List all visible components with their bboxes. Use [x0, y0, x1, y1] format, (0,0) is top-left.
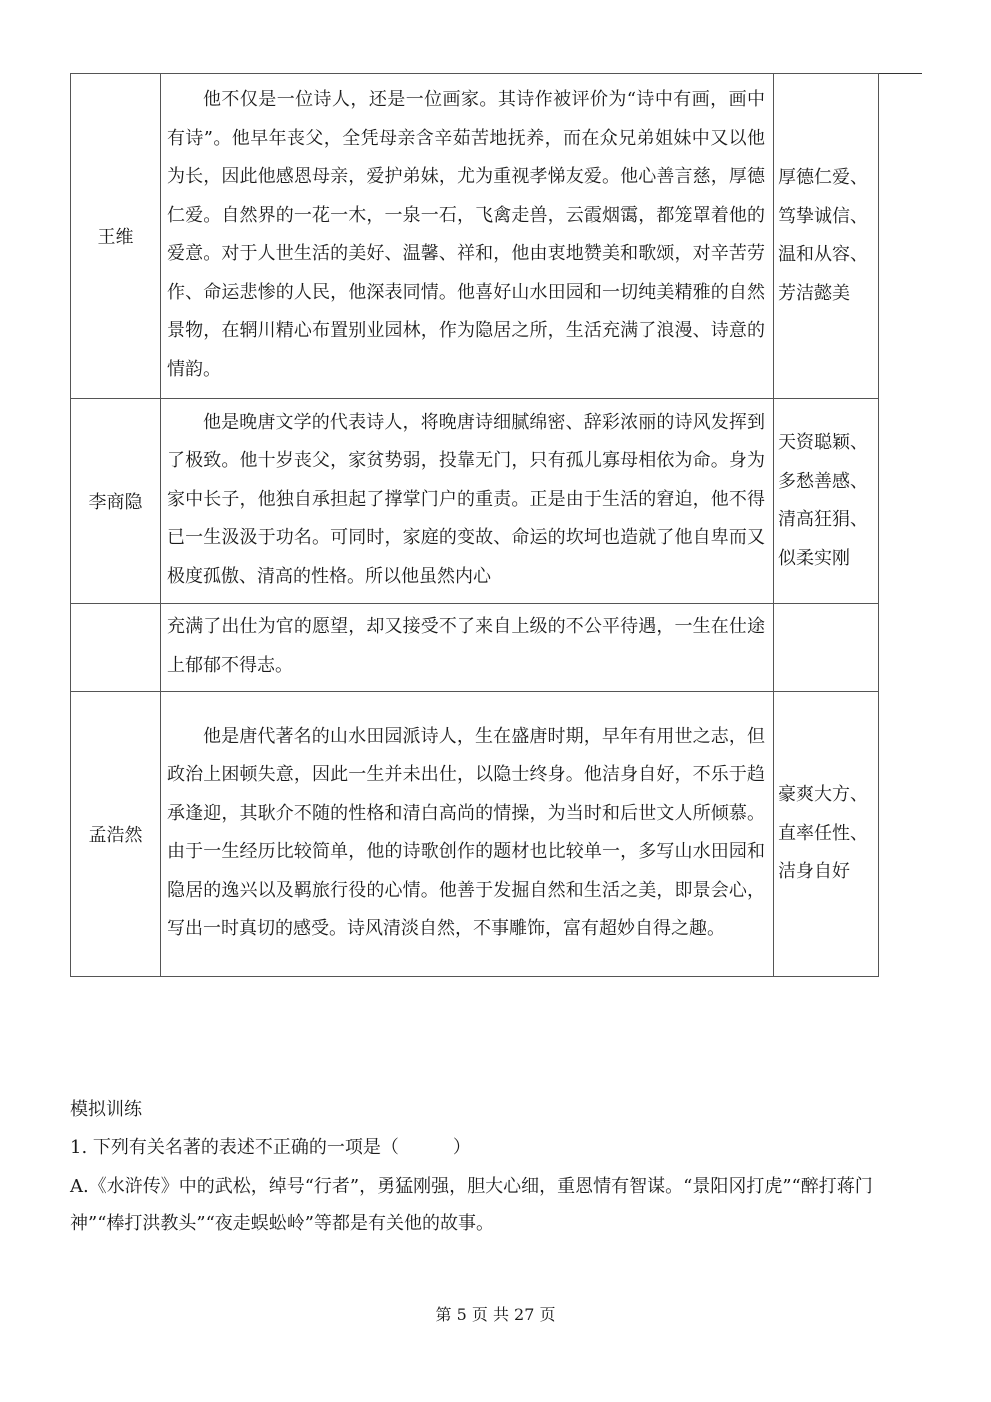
poet-description [161, 399, 774, 604]
poet-traits: 厚德仁爱、笃挚诚信、温和从容、芳洁懿美 [774, 74, 879, 399]
poet-name: 李商隐 [71, 399, 161, 604]
table-row [71, 604, 879, 692]
section-title: 模拟训练 [70, 1099, 142, 1120]
poet-description-text: 充满了出仕为官的愿望，却又接受不了来自上级的不公平待遇，一生在仕途上郁郁不得志。 [167, 616, 765, 676]
poet-description [161, 604, 774, 692]
poet-traits: 豪爽大方、直率任性、洁身自好 [774, 692, 879, 977]
table-row [71, 74, 879, 399]
poet-traits [774, 604, 879, 692]
table-row [71, 399, 879, 604]
poet-name: 王维 [71, 74, 161, 399]
poet-description-text: 他是晚唐文学的代表诗人，将晚唐诗细腻绵密、辞彩浓丽的诗风发挥到了极致。他十岁丧父，家贫势弱，投靠无门，只有孤儿寡母相依为命。身为家中长子，他独自承担起了撑掌门户的重责。正是由于生活的窘迫，他不得已一生汲汲于功名。可同时，家庭的变故、命运的坎坷也造就了他自卑而又极度孤傲、清高的性格。所以他虽然内心 [167, 411, 765, 587]
poet-name: 孟浩然 [71, 692, 161, 977]
option-a: A.《水浒传》中的武松，绰号“行者”，勇猛刚强，胆大心细，重恩情有智谋。“景阳冈打虎”“醉打蒋门神”“棒打洪教头”“夜走蜈蚣岭”等都是有关他的故事。 [70, 1176, 873, 1234]
poet-traits: 天资聪颖、多愁善感、清高狂狷、似柔实刚 [774, 399, 879, 604]
page-footer: 第 5 页 共 27 页 [435, 1305, 556, 1324]
poet-description-text: 他不仅是一位诗人，还是一位画家。其诗作被评价为“诗中有画，画中有诗”。他早年丧父，全凭母亲含辛茹苦地抚养，而在众兄弟姐妹中又以他为长，因此他感恩母亲，爱护弟妹，尤为重视孝悌友爱。他心善言慈，厚德仁爱。自然界的一花一木，一泉一石，飞禽走兽，云霞烟霭，都笼罩着他的爱意。对于人世生活的美好、温馨、祥和，他由衷地赞美和歌颂，对辛苦劳作、命运悲惨的人民，他深表同情。他喜好山水田园和一切纯美精雅的自然景物，在辋川精心布置别业园林，作为隐居之所，生活充满了浪漫、诗意的情韵。 [167, 89, 765, 380]
poet-table [70, 73, 879, 977]
poet-name [71, 604, 161, 692]
poet-description [161, 74, 774, 399]
question-1: 1. 下列有关名著的表述不正确的一项是（ ） [70, 1137, 471, 1158]
poet-description [161, 692, 774, 977]
poet-description-text: 他是唐代著名的山水田园派诗人，生在盛唐时期，早年有用世之志，但政治上困顿失意，因此一生并未出仕，以隐士终身。他洁身自好，不乐于趋承逢迎，其耿介不随的性格和清白高尚的情操，为当时和后世文人所倾慕。由于一生经历比较简单，他的诗歌创作的题材也比较单一，多写山水田园和隐居的逸兴以及羁旅行役的心情。他善于发掘自然和生活之美，即景会心，写出一时真切的感受。诗风清淡自然，不事雕饰，富有超妙自得之趣。 [167, 725, 765, 939]
table-row [71, 692, 879, 977]
